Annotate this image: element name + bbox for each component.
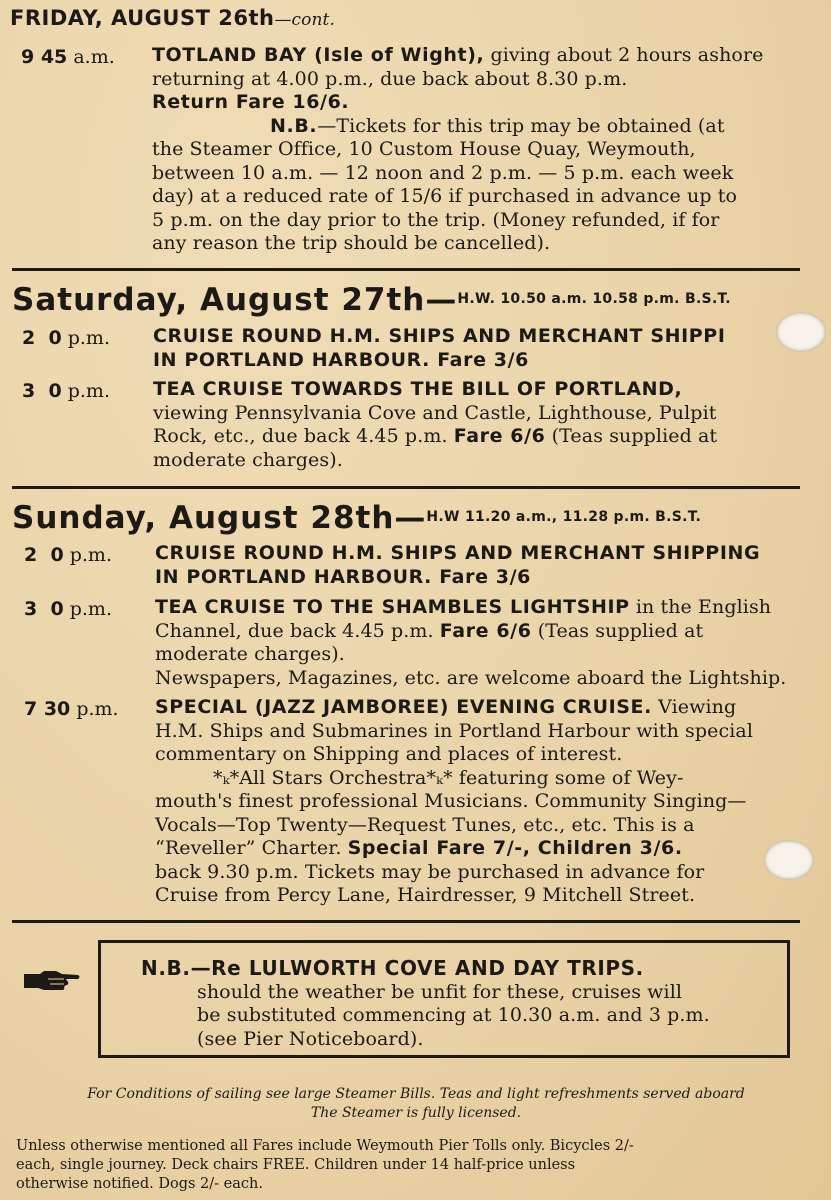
- trip-fare: Fare 6/6: [453, 425, 546, 447]
- trip-title: TEA CRUISE TO THE SHAMBLES LIGHTSHIP: [155, 596, 630, 618]
- footer-italic2: The Steamer is fully licensed.: [310, 1105, 522, 1121]
- trip-line6: Vocals—Top Twenty—Request Tunes, etc., etc. This is a: [155, 813, 695, 836]
- trip-line1-rest: in the English: [635, 596, 772, 618]
- time-number: 2 0: [24, 544, 64, 566]
- time-unit: a.m.: [73, 46, 115, 68]
- trip-title: TOTLAND BAY (Isle of Wight),: [152, 44, 485, 66]
- notice-line3: (see Pier Noticeboard).: [197, 1027, 424, 1050]
- saturday-trip2-time: [22, 380, 110, 402]
- sunday-trip2-time: [24, 598, 112, 620]
- trip-line3b: (Teas supplied at: [551, 425, 718, 447]
- notice-line2: be substituted commencing at 10.30 a.m. and 3 p.m.: [197, 1004, 710, 1026]
- trip-line4: moderate charges).: [153, 448, 343, 471]
- time-unit: p.m.: [67, 327, 110, 349]
- saturday-heading-text: Saturday, August 27th—: [12, 282, 458, 318]
- friday-trip-time: [21, 46, 115, 68]
- notice-title: N.B.—Re LULWORTH COVE AND DAY TRIPS.: [141, 956, 644, 980]
- footer-line1: Unless otherwise mentioned all Fares include Weymouth Pier Tolls only. Bicycles 2/-: [16, 1138, 634, 1154]
- sunday-trip1-time: [24, 544, 112, 566]
- trip-line1-rest: Viewing: [658, 696, 737, 718]
- trip-line5: mouth's finest professional Musicians. Community Singing—: [155, 790, 747, 812]
- trip-line8: back 9.30 p.m. Tickets may be purchased in advance for: [155, 860, 705, 883]
- trip-line1: CRUISE ROUND H.M. SHIPS AND MERCHANT SHIPPING: [155, 542, 761, 564]
- notice-line1: should the weather be unfit for these, cruises will: [197, 980, 683, 1003]
- time-unit: p.m.: [69, 598, 112, 620]
- trip-line3: moderate charges).: [155, 643, 345, 665]
- saturday-trip2-block: [153, 378, 717, 472]
- friday-heading-text: FRIDAY, AUGUST 26th: [10, 6, 275, 30]
- trip-line3: commentary on Shipping and places of interest.: [155, 743, 623, 765]
- nb-line1: —Tickets for this trip may be obtained (at: [317, 114, 725, 137]
- divider: [12, 486, 800, 489]
- footer-conditions: [16, 1085, 816, 1123]
- saturday-trip1-block: [153, 325, 726, 372]
- saturday-trip1-time: [22, 327, 110, 349]
- footer-line3: otherwise notified. Dogs 2/- each.: [16, 1176, 263, 1192]
- time-unit: p.m.: [69, 544, 112, 566]
- trip-line2: viewing Pennsylvania Cove and Castle, Lighthouse, Pulpit: [153, 401, 717, 424]
- footer-italic1: For Conditions of sailing see large Steamer Bills. Teas and light refreshments served aboard: [87, 1086, 745, 1102]
- pointing-hand-icon: [22, 968, 82, 994]
- friday-trip-block: [152, 44, 763, 256]
- time-number: 7 30: [24, 698, 71, 720]
- trip-line1-rest: giving about 2 hours ashore: [490, 44, 764, 66]
- sunday-high-water: H.W 11.20 a.m., 11.28 p.m. B.S.T.: [426, 509, 702, 525]
- punch-hole: [776, 312, 826, 352]
- nb-line5: 5 p.m. on the day prior to the trip. (Money refunded, if for: [152, 208, 720, 231]
- trip-title: SPECIAL (JAZZ JAMBOREE) EVENING CRUISE.: [155, 696, 652, 718]
- sunday-trip3-block: [155, 696, 753, 908]
- trip-line4: Newspapers, Magazines, etc. are welcome aboard the Lightship.: [155, 666, 787, 689]
- trip-line2a: Channel, due back 4.45 p.m.: [155, 619, 434, 642]
- trip-line2: IN PORTLAND HARBOUR. Fare 3/6: [153, 348, 529, 371]
- trip-fare: Fare 6/6: [439, 619, 532, 642]
- trip-line9: Cruise from Percy Lane, Hairdresser, 9 Mitchell Street.: [155, 884, 696, 906]
- nb-line6: any reason the trip should be cancelled).: [152, 232, 551, 254]
- sunday-trip3-time: [24, 698, 119, 720]
- trip-line2: IN PORTLAND HARBOUR. Fare 3/6: [155, 565, 531, 588]
- trip-line2: returning at 4.00 p.m., due back about 8.30 p.m.: [152, 67, 628, 90]
- trip-line2: H.M. Ships and Submarines in Portland Harbour with special: [155, 719, 754, 742]
- nb-line4: day) at a reduced rate of 15/6 if purchased in advance up to: [152, 185, 738, 207]
- sunday-heading-text: Sunday, August 28th—: [12, 500, 427, 536]
- trip-fare: Return Fare 16/6.: [152, 91, 350, 113]
- sunday-heading: [12, 500, 701, 536]
- trip-line2b: (Teas supplied at: [537, 619, 704, 642]
- sunday-trip1-block: [155, 542, 760, 589]
- notice-box: [98, 940, 790, 1058]
- friday-heading-cont: —cont.: [274, 10, 335, 30]
- footer-terms: [16, 1137, 634, 1194]
- trip-line4: *ₖ*All Stars Orchestra*ₖ* featuring some of Wey-: [213, 766, 684, 789]
- trip-line1: CRUISE ROUND H.M. SHIPS AND MERCHANT SHIPPI: [153, 325, 726, 347]
- trip-line3a: Rock, etc., due back 4.45 p.m.: [153, 425, 448, 447]
- saturday-heading: [12, 282, 731, 318]
- time-number: 3 0: [24, 598, 64, 620]
- punch-hole: [764, 840, 814, 880]
- nb-line2: the Steamer Office, 10 Custom House Quay, Weymouth,: [152, 138, 696, 160]
- time-number: 9 45: [21, 46, 68, 68]
- saturday-high-water: H.W. 10.50 a.m. 10.58 p.m. B.S.T.: [457, 291, 731, 307]
- time-unit: p.m.: [67, 380, 110, 402]
- nb-line3: between 10 a.m. — 12 noon and 2 p.m. — 5 p.m. each week: [152, 161, 734, 184]
- trip-title: TEA CRUISE TOWARDS THE BILL OF PORTLAND,: [153, 378, 683, 400]
- time-number: 2 0: [22, 327, 62, 349]
- friday-heading: [10, 6, 335, 33]
- trip-line7a: “Reveller” Charter.: [155, 837, 342, 859]
- divider: [12, 268, 800, 271]
- divider: [12, 920, 800, 923]
- time-number: 3 0: [22, 380, 62, 402]
- trip-fare: Special Fare 7/-, Children 3/6.: [347, 837, 683, 859]
- time-unit: p.m.: [76, 698, 119, 720]
- footer-line2: each, single journey. Deck chairs FREE. Children under 14 half-price unless: [16, 1157, 576, 1173]
- nb-label: N.B.: [270, 114, 318, 137]
- sunday-trip2-block: [155, 596, 786, 690]
